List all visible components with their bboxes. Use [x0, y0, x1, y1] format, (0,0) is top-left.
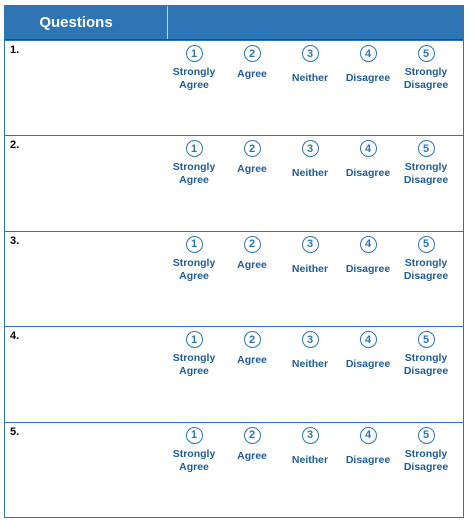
rating-circle-icon[interactable]: 2: [244, 45, 261, 62]
option-label: Neither: [291, 453, 329, 466]
rating-circle-icon[interactable]: 3: [302, 427, 319, 444]
option-disagree[interactable]: [339, 427, 397, 517]
rating-circle-icon[interactable]: 2: [244, 236, 261, 253]
option-strongly-disagree[interactable]: [397, 45, 455, 135]
rating-circle-icon[interactable]: 5: [418, 331, 435, 348]
rating-circle-icon[interactable]: 4: [360, 236, 377, 253]
option-label: Strongly Agree: [172, 66, 216, 91]
table-header: [5, 6, 463, 40]
option-strongly-agree[interactable]: [165, 427, 223, 517]
option-label: Neither: [291, 358, 329, 371]
question-number: 2.: [10, 139, 20, 152]
rating-circle-icon[interactable]: 4: [360, 140, 377, 157]
rating-circle-icon[interactable]: 5: [418, 140, 435, 157]
option-neither[interactable]: [281, 236, 339, 326]
question-row-2: [5, 135, 463, 230]
option-label: Neither: [291, 262, 329, 275]
rating-circle-icon[interactable]: 3: [302, 236, 319, 253]
rating-scale: [159, 232, 463, 326]
rating-circle-icon[interactable]: 3: [302, 331, 319, 348]
rating-circle-icon[interactable]: 5: [418, 236, 435, 253]
option-agree[interactable]: [223, 236, 281, 326]
option-label: Strongly Disagree: [403, 161, 449, 187]
question-row-5: [5, 422, 463, 517]
option-label: Agree: [237, 68, 267, 80]
option-label: Strongly Disagree: [403, 447, 449, 473]
option-disagree[interactable]: [339, 140, 397, 230]
option-agree[interactable]: [223, 140, 281, 230]
option-label: Strongly Disagree: [403, 66, 449, 91]
option-disagree[interactable]: [339, 45, 397, 135]
option-label: Neither: [291, 72, 329, 84]
answers-column-header: [168, 6, 463, 39]
rating-scale: [159, 136, 463, 230]
option-label: Disagree: [345, 72, 391, 84]
option-strongly-disagree[interactable]: [397, 140, 455, 230]
option-label: Disagree: [345, 167, 391, 180]
question-row-1: [5, 40, 463, 135]
rating-scale: [159, 41, 463, 135]
rating-circle-icon[interactable]: 3: [302, 140, 319, 157]
option-disagree[interactable]: [339, 331, 397, 421]
option-label: Disagree: [345, 358, 391, 371]
rating-circle-icon[interactable]: 1: [186, 427, 203, 444]
option-label: Strongly Disagree: [403, 256, 449, 282]
rating-circle-icon[interactable]: 1: [186, 140, 203, 157]
rating-scale: [159, 423, 463, 517]
rating-circle-icon[interactable]: 4: [360, 427, 377, 444]
rating-circle-icon[interactable]: 1: [186, 45, 203, 62]
question-number: 1.: [10, 44, 20, 56]
rating-circle-icon[interactable]: 5: [418, 45, 435, 62]
question-row-3: [5, 231, 463, 326]
option-neither[interactable]: [281, 427, 339, 517]
option-neither[interactable]: [281, 331, 339, 421]
questions-column-header: Questions: [5, 6, 168, 39]
rating-scale: [159, 327, 463, 421]
question-number: 5.: [10, 425, 20, 438]
option-strongly-disagree[interactable]: [397, 427, 455, 517]
rating-circle-icon[interactable]: 2: [244, 427, 261, 444]
option-label: Disagree: [345, 262, 391, 275]
option-agree[interactable]: [223, 427, 281, 517]
question-number: 3.: [10, 234, 20, 247]
option-strongly-agree[interactable]: [165, 45, 223, 135]
rating-circle-icon[interactable]: 3: [302, 45, 319, 62]
option-strongly-agree[interactable]: [165, 236, 223, 326]
rating-circle-icon[interactable]: 2: [244, 140, 261, 157]
question-number: 4.: [10, 330, 20, 343]
option-label: Agree: [237, 354, 267, 367]
option-label: Strongly Agree: [172, 161, 216, 187]
option-strongly-disagree[interactable]: [397, 236, 455, 326]
option-label: Strongly Agree: [172, 352, 216, 378]
option-label: Strongly Agree: [172, 447, 216, 473]
rating-circle-icon[interactable]: 1: [186, 331, 203, 348]
option-agree[interactable]: [223, 331, 281, 421]
option-strongly-agree[interactable]: [165, 140, 223, 230]
likert-survey-table: [4, 5, 464, 518]
option-neither[interactable]: [281, 45, 339, 135]
rating-circle-icon[interactable]: 2: [244, 331, 261, 348]
option-label: Disagree: [345, 453, 391, 466]
option-disagree[interactable]: [339, 236, 397, 326]
rating-circle-icon[interactable]: 5: [418, 427, 435, 444]
option-label: Agree: [237, 258, 267, 271]
option-label: Agree: [237, 449, 267, 462]
rating-circle-icon[interactable]: 1: [186, 236, 203, 253]
option-label: Neither: [291, 167, 329, 180]
option-strongly-disagree[interactable]: [397, 331, 455, 421]
option-agree[interactable]: [223, 45, 281, 135]
option-neither[interactable]: [281, 140, 339, 230]
option-label: Strongly Disagree: [403, 352, 449, 378]
option-label: Agree: [237, 163, 267, 176]
option-label: Strongly Agree: [172, 256, 216, 282]
option-strongly-agree[interactable]: [165, 331, 223, 421]
rating-circle-icon[interactable]: 4: [360, 45, 377, 62]
question-row-4: [5, 326, 463, 421]
rating-circle-icon[interactable]: 4: [360, 331, 377, 348]
